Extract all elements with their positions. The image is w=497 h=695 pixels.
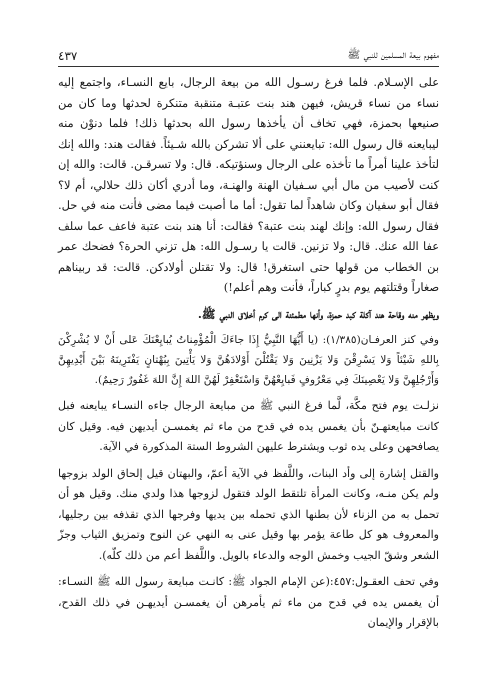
paragraph-tafsir-continued: والقتل إشارة إلى وأد البنات، واللَّفظ في الآية أعمّ، والبهتان قيل إلحاق الولد بزوجها ولم يكن منـه، وكانت المرأة تلتقط الولد فتقول لزوجها هذا ولدي منك. وقيل هو أن تحمل به من الزناء لأن بطنها الذي تحمله بين يديها وفرجها الذي تقذفه بين رجليها، والمعروف هو كل طاعة يؤمر بها وقيل عنى به النهي عن النوح وتمزيق الثياب وجزّ الشعر وشقّ الجيب وخمش الوجه والدعاء بالويل. واللَّفظ أعم من ذلك كلّه).: [58, 466, 439, 562]
page-number: ٤٣٧: [58, 49, 78, 63]
paragraph-narration: على الإسـلام. فلما فرغ رسـول الله من بيعة الرجال، بايع النسـاء، واجتمع إليه نساء من نساء قريش، فيهن هند بنت عتبـة متنقبة متنكرة لحدثها وما كان من صنيعها بحمزة، فهي تخاف أن يأخذها رسول الله بحدثها ذلك! فلما دنوْن منه ليبايعنه قال رسول الله: تبايعنني على ألا تشركن بالله شـيئاً. فقالت هند: والله إنك لتأخذ علينا أمراً ما تأخذه على الرجال وسنؤتيكه. قال: ولا تسرقـن. قالت: والله إن كنت لأصيب من مال أبي سـفيان الهنة والهنـة، وما أدري أكان ذلك حلالي، أم لا؟ فقال أبو سفيان وكان شاهداً لما تقول: أما ما أصبت فيما مضى فأنت منه في حل. فقال رسول الله: وإنك لهند بنت عتبة؟ فقالت: أنا هند بنت عتبة فاعف عما سلف عفا الله عنك. قال: ولا تزنين. قالت يا رسـول الله: هل تزني الحرة؟ فضحك عمر بن الخطاب من قولها حتى استغرق! قال: ولا تقتلن أولادكن. قالت: قد ربيناهم صغاراً وقتلتهم يوم بدرٍ كباراً، فأنت وهم أعلم!): [58, 75, 439, 294]
paragraph-quran-verse: وفي كنز العرفـان(١/٣٨٥): (يا أَيُّهَا النَّبِيُّ إِذَا جاءَكَ الْمُؤْمِناتُ يُبايِعْنَكَ عَلى أَنْ لا يُشْرِكْنَ بِاللهِ شَيْئاً وَلا يَسْرِقْنَ وَلا يَزْنِينَ وَلا يَقْتُلْنَ أَوْلادَهُنَّ وَلا يَأْتِينَ بِبُهْتانٍ يَفْتَرِينَهُ بَيْنَ أَيْدِيهِنَّ وَأَرْجُلِهِنَّ وَلا يَعْصِينَكَ فِي مَعْرُوفٍ فَبايِعْهُنَّ وَاسْتَغْفِرْ لَهُنَّ اللهَ إِنَّ اللهَ غَفُورٌ رَحِيمٌ).: [58, 334, 440, 386]
paragraph-tuhaf-al-uqul: وفي تحف العقـول:٤٥٧:(عن الإمام الجواد ﷺ: كانـت مبايعة رسول الله ﷺ النسـاء: أن يغمس يده في قدح من ماء ثم يأمرهن أن يغمسـن أيديهـن في ذلك القدح، بالإقرار والإيمان: [58, 575, 439, 629]
paragraph-tafsir: نزلـت يوم فتح مكَّة، لَّما فرغ النبي ﷺ من مبايعة الرجال جاءه النسـاء يبايعنه فبل كانت مبايعتهـنّ بأن يغمس يده في قدح من ماء ثم يغمسـن أيديهن فيه. وقيل كان يصافحهن وعلى يده ثوب ويشترط عليهن الشروط الستة المذكورة في الآية.: [58, 399, 439, 453]
page-body: [58, 72, 439, 637]
paragraph-commentary: ويظهر منه وقاحة هند آكلة كبد حمزة، وأنها مطمئنة الى كرم أخلاق النبي ﷺ.: [197, 306, 439, 321]
page-header: [58, 46, 439, 67]
running-title: مفهوم بيعة المسلمين للنبي ﷺ: [347, 48, 439, 61]
